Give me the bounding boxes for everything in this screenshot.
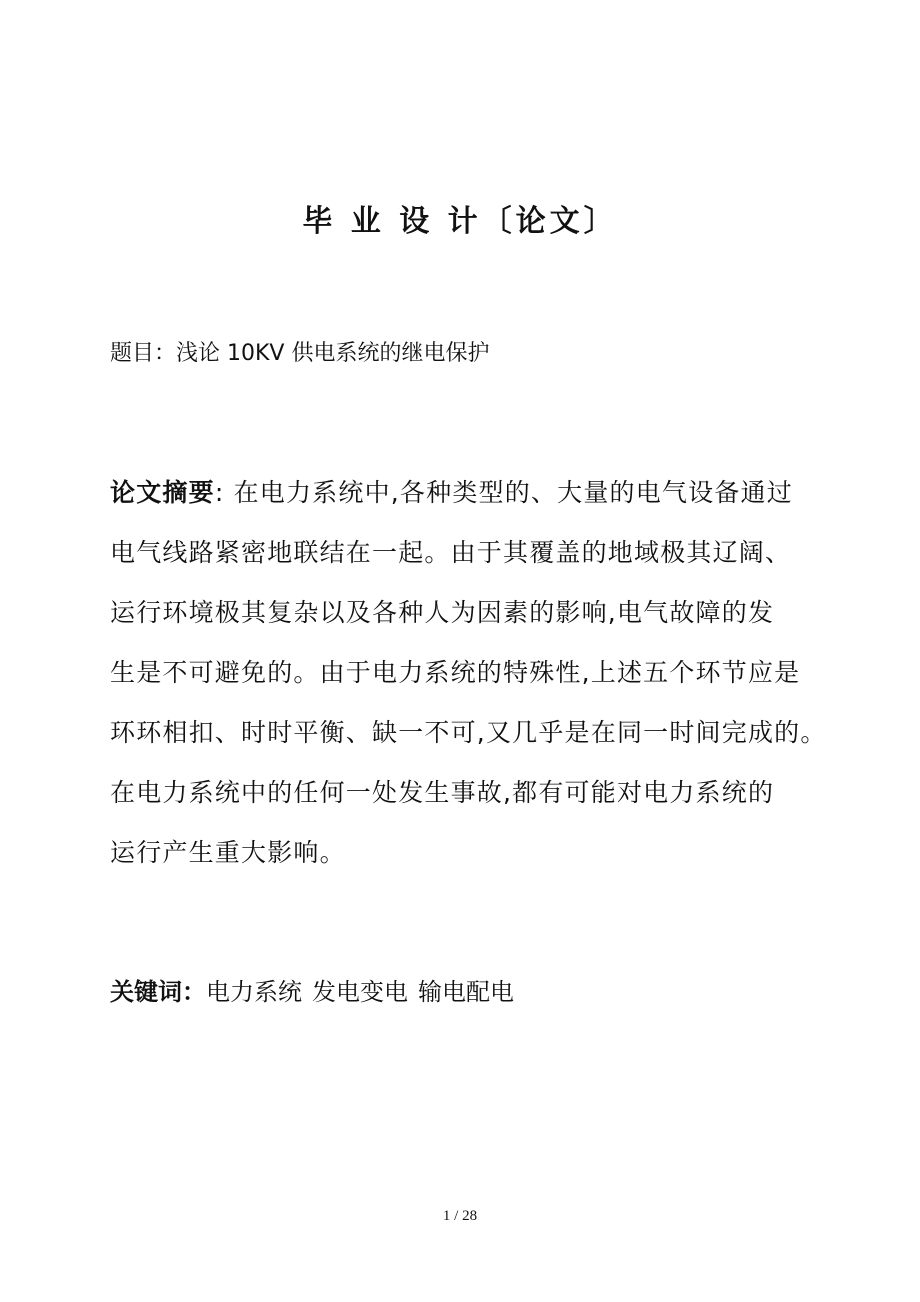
abstract-line: 生是不可避免的。由于电力系统的特殊性,上述五个环节应是 [110,658,801,687]
abstract-line-text: : 在电力系统中,各种类型的、大量的电气设备通过 [214,478,793,507]
keywords-label: 关键词： [110,978,206,1006]
thesis-subject [110,330,489,378]
subject-label: 题目： [110,341,177,366]
abstract-line: 在电力系统中的任何一处发生事故,都有可能对电力系统的 [110,778,775,807]
keyword: 输电配电 [418,978,514,1006]
document-title: 毕 业 设 计〔论文〕 [302,204,618,239]
page-number: 1 / 28 [442,1208,478,1224]
keywords-line [110,964,514,1020]
keyword: 电力系统 [206,978,302,1006]
abstract-line: 环环相扣、时时平衡、缺一不可,又几乎是在同一时间完成的。 [110,718,827,747]
subject-text: 浅论 10KV 供电系统的继电保护 [176,341,490,366]
abstract-line [110,463,832,523]
abstract-paragraph [110,463,832,883]
abstract-line: 电气线路紧密地联结在一起。由于其覆盖的地域极其辽阔、 [110,538,792,567]
keyword: 发电变电 [312,978,408,1006]
abstract-line: 运行产生重大影响。 [110,838,346,867]
abstract-line: 运行环境极其复杂以及各种人为因素的影响,电气故障的发 [110,598,775,627]
abstract-label: 论文摘要 [110,478,215,507]
